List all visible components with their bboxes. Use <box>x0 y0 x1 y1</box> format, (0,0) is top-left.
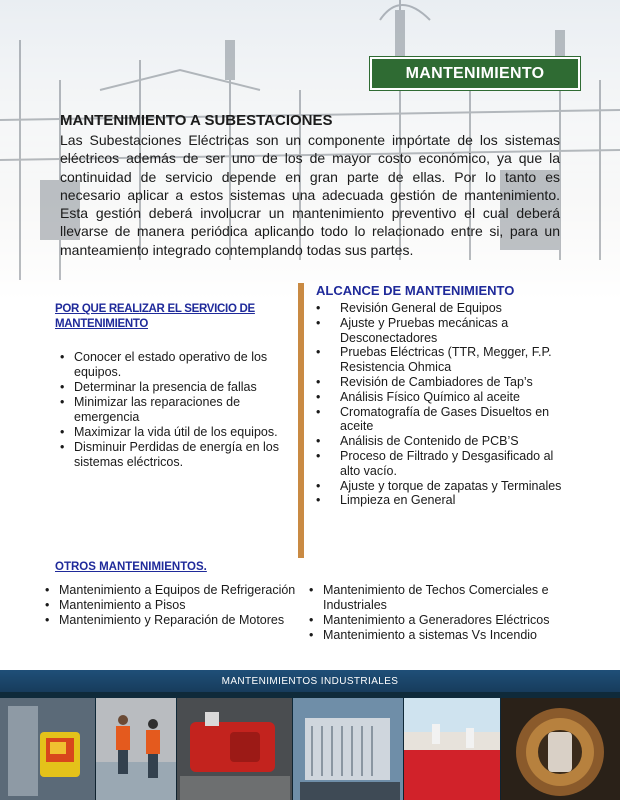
list-item: • Revisión de Cambiadores de Tap’s <box>316 375 566 390</box>
why-heading: POR QUE REALIZAR EL SERVICIO DE MANTENIMIENTO <box>55 303 255 330</box>
list-item: • Mantenimiento a sistemas Vs Incendio <box>309 628 579 643</box>
footer-label: MANTENIMIENTOS INDUSTRIALES <box>0 670 620 692</box>
list-item: • Cromatografía de Gases Disueltos en aceite <box>316 405 566 435</box>
why-list <box>60 350 280 470</box>
photo-fire-pump <box>177 698 292 800</box>
list-item: • Maximizar la vida útil de los equipos. <box>60 425 280 440</box>
list-item: • Mantenimiento a Equipos de Refrigeración <box>45 583 305 598</box>
photo-roof-coating <box>404 698 500 800</box>
list-item: • Determinar la presencia de fallas <box>60 380 280 395</box>
page-title: MANTENIMIENTO <box>370 57 580 90</box>
list-item: • Análisis Físico Químico al aceite <box>316 390 566 405</box>
others-heading: OTROS MANTENIMIENTOS. <box>55 561 207 573</box>
list-item: • Minimizar las reparaciones de emergencia <box>60 395 280 425</box>
list-item: • Ajuste y Pruebas mecánicas a Desconectadores <box>316 316 566 346</box>
list-item: • Disminuir Perdidas de energía en los sistemas eléctricos. <box>60 440 280 470</box>
list-item: • Conocer el estado operativo de los equipos. <box>60 350 280 380</box>
others-list-right <box>309 583 579 643</box>
photo-chiller <box>293 698 403 800</box>
list-item: • Mantenimiento a Generadores Eléctricos <box>309 613 579 628</box>
list-item: • Mantenimiento a Pisos <box>45 598 305 613</box>
intro-heading: MANTENIMIENTO A SUBESTACIONES <box>60 112 333 129</box>
scope-list <box>316 301 566 508</box>
list-item: • Pruebas Eléctricas (TTR, Megger, F.P. Resistencia Ohmica <box>316 345 566 375</box>
column-divider <box>298 283 304 558</box>
list-item: • Mantenimiento de Techos Comerciales e Industriales <box>309 583 579 613</box>
list-item: • Revisión General de Equipos <box>316 301 566 316</box>
maintenance-photos <box>0 692 620 800</box>
photo-motor-stator <box>501 698 620 800</box>
list-item: • Mantenimiento y Reparación de Motores <box>45 613 305 628</box>
list-item: • Ajuste y torque de zapatas y Terminales <box>316 479 566 494</box>
scope-heading: ALCANCE DE MANTENIMIENTO <box>316 283 515 298</box>
photo-workers-floor <box>96 698 176 800</box>
photo-thermal-camera <box>0 698 95 800</box>
list-item: • Análisis de Contenido de PCB’S <box>316 434 566 449</box>
intro-paragraph: Las Subestaciones Eléctricas son un componente impórtate de los sistemas eléctricos además de ser uno de los de mayor costo económico, ya que la continuidad de servicio depende en gran parte de ellas. Por lo tanto es necesario aplicar a estos sistemas una adecuada gestión de mantenimiento. Esta gestión deberá involucrar un mantenimiento preventivo el cual deberá llevarse de manera periódica aplicando todo lo relacionado entre si, para un manteamiento integrado contemplando todas sus partes. <box>60 132 560 258</box>
others-list-left <box>45 583 305 628</box>
list-item: • Limpieza en General <box>316 493 566 508</box>
list-item: • Proceso de Filtrado y Desgasificado al alto vacío. <box>316 449 566 479</box>
footer-photo-strip <box>0 670 620 800</box>
